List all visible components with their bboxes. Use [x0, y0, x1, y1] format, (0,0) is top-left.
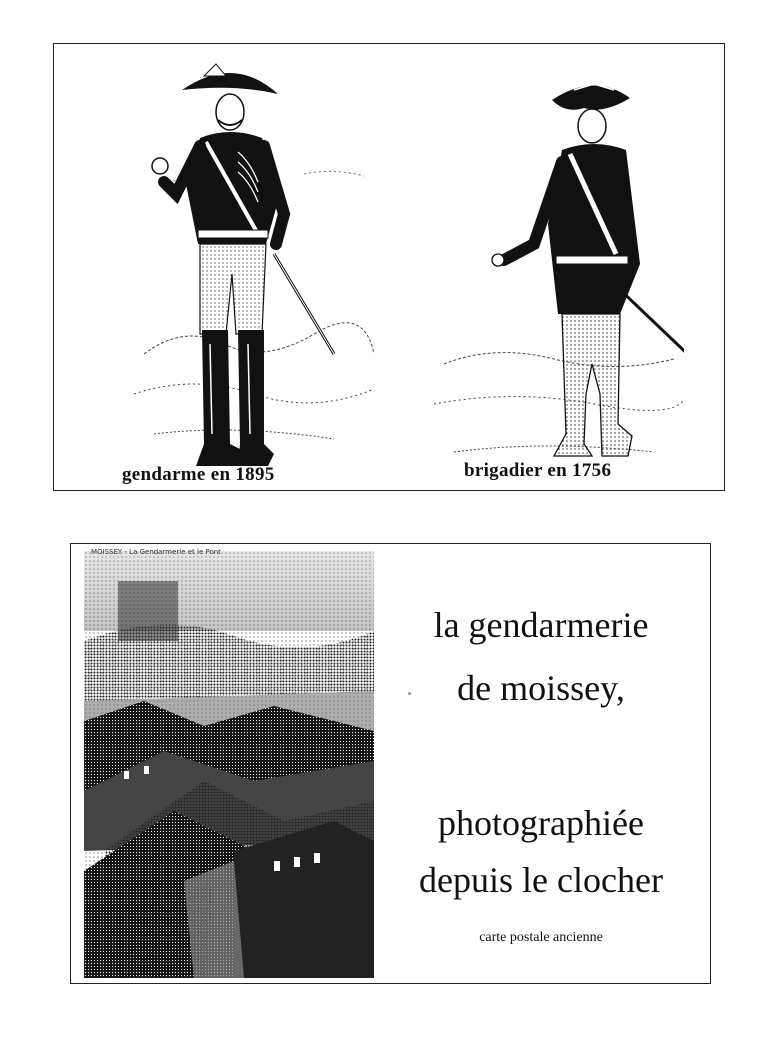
caption-gendarme: gendarme en 1895: [122, 464, 275, 485]
gendarme-1895-illustration: [134, 54, 374, 474]
photo-header-caption: MOISSEY - La Gendarmerie et le Pont: [91, 548, 221, 556]
postcard-note: carte postale ancienne: [479, 930, 603, 945]
illustration-panel: [53, 43, 725, 491]
subtitle-line-2: depuis le clocher: [419, 860, 663, 900]
postcard-panel: [70, 543, 711, 984]
caption-brigadier: brigadier en 1756: [464, 460, 612, 481]
title-line-1: la gendarmerie: [433, 605, 649, 645]
brigadier-1756-illustration: [434, 64, 684, 474]
title-line-2: de moissey,: [457, 668, 625, 708]
scan-speck: [408, 692, 411, 695]
subtitle-line-1: photographiée: [438, 803, 644, 843]
gendarmerie-photo: [84, 551, 374, 978]
